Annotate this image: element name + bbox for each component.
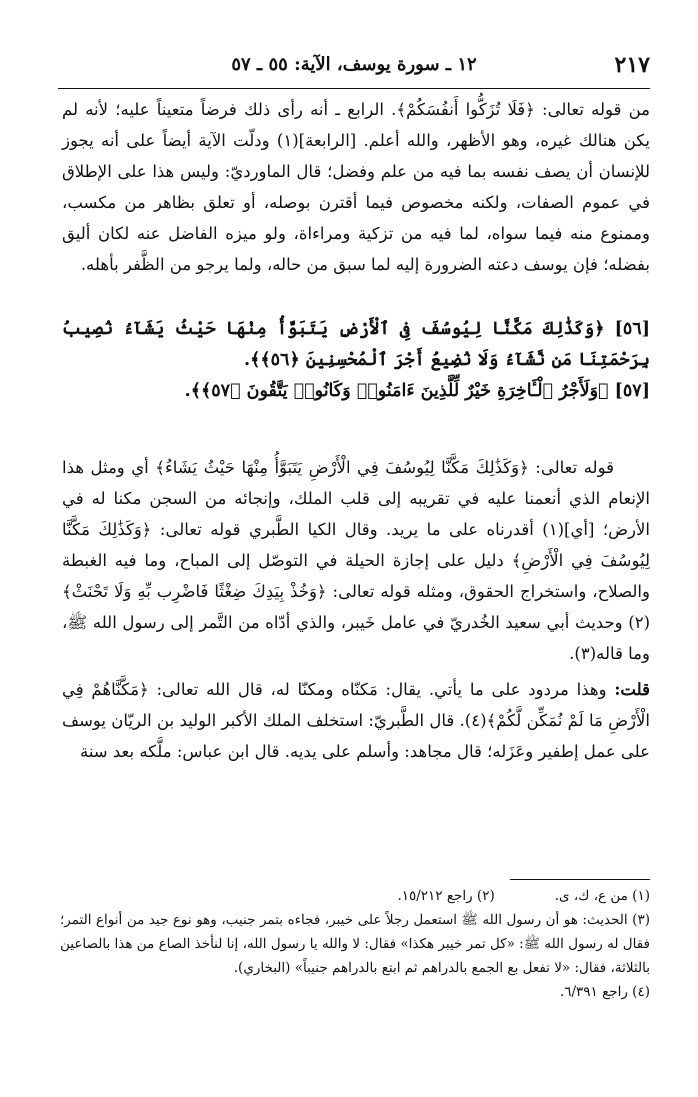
page-number: ٢١٧ (614, 52, 650, 78)
paragraph-3-lead: قلت: (614, 680, 650, 699)
footnote-4: (٤) راجع ٦/٣٩١. (559, 984, 650, 1000)
verse-56-text: ﴿وَكَذَٰلِكَ مَكَّنَّا لِيُوسُفَ فِى ٱلْأَرْضِ يَتَبَوَّأُ مِنْهَا حَيْثُ يَشَآءُ نُصِيبُ بِرَحْمَتِنَا مَن نَّشَآءُ وَلَا نُضِيعُ أَجْرَ ٱلْمُحْسِنِينَ ﴿٥٦﴾﴾. (62, 319, 650, 370)
paragraph-3 (62, 674, 650, 767)
footnotes (60, 872, 650, 1004)
footnote-2: (٢) راجع ١٥/٢١٢. (397, 888, 495, 904)
main-text (62, 94, 650, 767)
verse-57 (62, 376, 650, 407)
footnote-1: (١) من ع، ك، ى. (554, 888, 650, 904)
running-title: ١٢ ـ سورة يوسف، الآية: ٥٥ ـ ٥٧ (231, 54, 477, 75)
page-header (58, 48, 650, 89)
verse-57-number: [٥٧] (614, 381, 650, 401)
verse-56 (62, 314, 650, 376)
verse-57-text: ﴿وَلَأَجْرُ ٱلْـَٔاخِرَةِ خَيْرٌ لِّلَّذِينَ ءَامَنُوا۟ وَكَانُوا۟ يَتَّقُونَ ﴿٥٧﴾﴾. (184, 381, 609, 401)
footnote-3: (٣) الحديث: هو أن رسول الله ﷺ استعمل رجلاً على خيبر، فجاءه بتمر جنيب، وهو نوع جيد من أنواع التمر؛ فقال له رسول الله ﷺ: «كل تمر خيبر هكذا» فقال: لا والله يا رسول الله، إنا لنأخذ الصاع من هذا بالصاعين بالثلاثة، فقال: «لا تفعل بع الجمع بالدراهم ثم ابتع بالدراهم جنيباً» (البخاري). (60, 912, 650, 976)
paragraph-2: قوله تعالى: ﴿وَكَذَٰلِكَ مَكَّنَّا لِيُوسُفَ فِي الْأَرْضِ يَتَبَوَّأُ مِنْهَا حَيْثُ يَشَاءُ﴾ أي ومثل هذا الإنعام الذي أنعمنا عليه في تقريبه إلى قلب الملك، وإنجائه من السجن مكنا له في الأرض؛ [أي](١) أقدرناه على ما يريد. وقال الكيا الطَّبري قوله تعالى: ﴿وَكَذَٰلِكَ مَكَّنَّا لِيُوسُفَ فِي الْأَرْضِ﴾ دليل على إجازة الحيلة في التوصّل إلى المباح، وما فيه الغبطة والصلاح، واستخراج الحقوق، ومثله قوله تعالى: ﴿وَخُذْ بِيَدِكَ ضِغْثًا فَاضْرِب بِّهِ وَلَا تَحْنَثْ﴾(٢) وحديث أبي سعيد الخُدريّ في عامل خَيبر، والذي أدّاه من التَّمر إلى رسول الله ﷺ، وما قاله(٣). (62, 458, 650, 663)
footnote-1-2 (60, 884, 650, 908)
paragraph-3-text: وهذا مردود على ما يأتي. يقال: مَكنّاه ومكنّا له، قال الله تعالى: ﴿مَكَّنَّاهُمْ فِي الْأَرْضِ مَا لَمْ نُمَكِّن لَّكُمْ﴾(٤). قال الطَّبريّ: استخلف الملك الأكبر الوليد بن الريّان يوسف على عمل إطفير وعَزَله؛ قال مجاهد: وأسلم على يديه. قال ابن عباس: ملَّكه بعد سنة (62, 680, 650, 761)
quran-verses (62, 314, 650, 452)
verse-56-number: [٥٦] (614, 319, 650, 339)
paragraph-1: من قوله تعالى: ﴿فَلَا تُزَكُّوا أَنفُسَكُمْ﴾. الرابع ـ أنه رأى ذلك فرضاً متعيناً عليه؛ لأنه لم يكن هنالك غيره، وهو الأظهر، والله أعلم. [الرابعة](١) ودلّت الآية أيضاً على أنه يجوز للإنسان أن يصف نفسه بما فيه من علم وفضل؛ قال الماورديّ: وليس هذا على الإطلاق في عموم الصفات، ولكنه مخصوص فيما أقترن بوصله، أو تعلق بظاهر من مكسب، وممنوع منه فيما سواه، لما فيه من تزكية ومراءاة، ولو ميزه الفاضل عنه لكان أليق بفضله؛ فإن يوسف دعته الضرورة إليه لما سبق من حاله، ولما يرجو من الظَّفر بأهله. (62, 100, 650, 274)
